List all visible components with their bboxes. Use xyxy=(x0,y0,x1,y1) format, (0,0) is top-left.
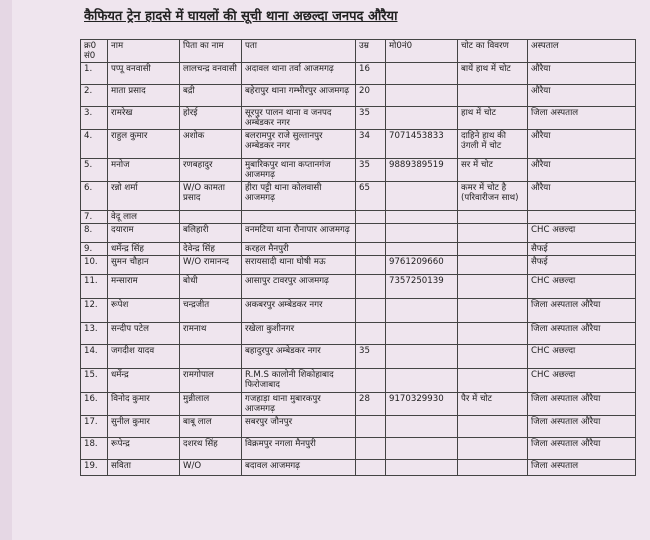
age-cell: 34 xyxy=(356,130,386,159)
injury-cell xyxy=(458,416,528,438)
name-cell: जगदीश यादव xyxy=(108,345,180,369)
age-cell xyxy=(356,224,386,243)
age-cell xyxy=(356,243,386,256)
mobile-cell xyxy=(386,85,458,107)
age-cell: 35 xyxy=(356,345,386,369)
hospital-cell: जिला अस्पताल औरैया xyxy=(528,299,636,323)
name-cell: धर्मेन्द्र सिंह xyxy=(108,243,180,256)
mobile-cell xyxy=(386,369,458,393)
age-cell: 35 xyxy=(356,107,386,130)
table-row xyxy=(81,438,636,460)
age-cell: 16 xyxy=(356,63,386,85)
address-cell: R.M.S कालोनी शिकोहाबाद फिरोजाबाद xyxy=(242,369,356,393)
age-cell xyxy=(356,275,386,299)
injury-cell xyxy=(458,243,528,256)
mobile-cell xyxy=(386,416,458,438)
address-cell: विक्रमपुर नगला मैनपुरी xyxy=(242,438,356,460)
injury-cell xyxy=(458,85,528,107)
address-cell: बदावल आजमगढ़ xyxy=(242,460,356,476)
table-row xyxy=(81,369,636,393)
serial-cell: 5. xyxy=(81,159,108,182)
age-cell: 20 xyxy=(356,85,386,107)
name-cell: सविता xyxy=(108,460,180,476)
header-father-name: पिता का नाम xyxy=(180,40,242,63)
serial-cell: 19. xyxy=(81,460,108,476)
name-cell: वेदू लाल xyxy=(108,211,180,224)
father-name-cell: बाबू लाल xyxy=(180,416,242,438)
injury-cell xyxy=(458,345,528,369)
header-name: नाम xyxy=(108,40,180,63)
table-row xyxy=(81,299,636,323)
hospital-cell: औरैया xyxy=(528,85,636,107)
name-cell: पप्पू वनवासी xyxy=(108,63,180,85)
injury-cell xyxy=(458,256,528,275)
injury-cell: हाथ में चोट xyxy=(458,107,528,130)
mobile-cell xyxy=(386,224,458,243)
address-cell: सूरपुर पालन थाना व जनपद अम्बेडकर नगर xyxy=(242,107,356,130)
hospital-cell: जिला अस्पताल औरैया xyxy=(528,393,636,416)
document-title: कैफियत ट्रेन हादसे में घायलों की सूची थाना अछल्दा जनपद औरैया xyxy=(84,9,398,24)
age-cell xyxy=(356,438,386,460)
injury-cell xyxy=(458,438,528,460)
injury-cell xyxy=(458,323,528,345)
mobile-cell: 7357250139 xyxy=(386,275,458,299)
serial-cell: 10. xyxy=(81,256,108,275)
serial-cell: 1. xyxy=(81,63,108,85)
table-row xyxy=(81,256,636,275)
name-cell: रूपेश xyxy=(108,299,180,323)
age-cell xyxy=(356,369,386,393)
header-mobile: मो0नं0 xyxy=(386,40,458,63)
table-row xyxy=(81,224,636,243)
hospital-cell: जिला अस्पताल औरैया xyxy=(528,416,636,438)
age-cell: 28 xyxy=(356,393,386,416)
serial-cell: 13. xyxy=(81,323,108,345)
header-address: पता xyxy=(242,40,356,63)
table-row xyxy=(81,130,636,159)
injury-cell xyxy=(458,299,528,323)
age-cell xyxy=(356,211,386,224)
table-row xyxy=(81,159,636,182)
address-cell: बहादुरपुर अम्बेडकर नगर xyxy=(242,345,356,369)
header-serial: क्र0 सं0 xyxy=(81,40,108,63)
serial-cell: 14. xyxy=(81,345,108,369)
hospital-cell: जिला अस्पताल औरैया xyxy=(528,438,636,460)
table-row xyxy=(81,182,636,211)
header-age: उम्र xyxy=(356,40,386,63)
table-row xyxy=(81,275,636,299)
father-name-cell: होरई xyxy=(180,107,242,130)
name-cell: माता प्रसाद xyxy=(108,85,180,107)
header-hospital: अस्पताल xyxy=(528,40,636,63)
serial-cell: 18. xyxy=(81,438,108,460)
injury-cell: सर में चोट xyxy=(458,159,528,182)
mobile-cell xyxy=(386,63,458,85)
mobile-cell xyxy=(386,299,458,323)
table-row xyxy=(81,393,636,416)
address-cell: करहल मैनपुरी xyxy=(242,243,356,256)
injury-cell: बायें हाथ में चोट xyxy=(458,63,528,85)
mobile-cell: 9889389519 xyxy=(386,159,458,182)
name-cell: मनोज xyxy=(108,159,180,182)
injury-cell: कमर में चोट है (परिवारीजन साथ) xyxy=(458,182,528,211)
header-injury: चोट का विवरण xyxy=(458,40,528,63)
serial-cell: 8. xyxy=(81,224,108,243)
mobile-cell xyxy=(386,182,458,211)
serial-cell: 3. xyxy=(81,107,108,130)
age-cell: 35 xyxy=(356,159,386,182)
serial-cell: 12. xyxy=(81,299,108,323)
age-cell xyxy=(356,416,386,438)
name-cell: मन्साराम xyxy=(108,275,180,299)
table-row xyxy=(81,460,636,476)
serial-cell: 2. xyxy=(81,85,108,107)
mobile-cell xyxy=(386,345,458,369)
age-cell xyxy=(356,299,386,323)
hospital-cell: औरैया xyxy=(528,130,636,159)
father-name-cell: रामगोपाल xyxy=(180,369,242,393)
name-cell: रूपेन्द्र xyxy=(108,438,180,460)
father-name-cell: W/O xyxy=(180,460,242,476)
address-cell: रखेला कुशीनगर xyxy=(242,323,356,345)
injury-cell xyxy=(458,460,528,476)
hospital-cell: औरैया xyxy=(528,159,636,182)
serial-cell: 16. xyxy=(81,393,108,416)
hospital-cell: औरैया xyxy=(528,63,636,85)
address-cell: गजहाड़ा थाना मुबारकपुर आजमगढ़ xyxy=(242,393,356,416)
hospital-cell: CHC अछल्दा xyxy=(528,345,636,369)
injury-cell: पैर में चोट xyxy=(458,393,528,416)
table-row xyxy=(81,345,636,369)
injury-cell xyxy=(458,224,528,243)
name-cell: सन्दीप पटेल xyxy=(108,323,180,345)
serial-cell: 17. xyxy=(81,416,108,438)
injury-cell: दाहिने हाथ की उंगली में चोट xyxy=(458,130,528,159)
injured-list-table xyxy=(80,39,636,476)
serial-cell: 7. xyxy=(81,211,108,224)
table-row xyxy=(81,63,636,85)
address-cell: हीरा पट्टी थाना कोलवासी आजमगढ़ xyxy=(242,182,356,211)
mobile-cell xyxy=(386,438,458,460)
address-cell: अदावल थाना तर्वा आजमगढ़ xyxy=(242,63,356,85)
age-cell: 65 xyxy=(356,182,386,211)
address-cell: मुबारिकपुर थाना कप्तानगंज आजमगढ़ xyxy=(242,159,356,182)
father-name-cell: रामनाथ xyxy=(180,323,242,345)
hospital-cell: जिला अस्पताल xyxy=(528,107,636,130)
father-name-cell: बद्री xyxy=(180,85,242,107)
hospital-cell: सैफई xyxy=(528,256,636,275)
serial-cell: 9. xyxy=(81,243,108,256)
name-cell: विनोद कुमार xyxy=(108,393,180,416)
father-name-cell: रणबहादुर xyxy=(180,159,242,182)
father-name-cell: बलिहारी xyxy=(180,224,242,243)
father-name-cell: चन्द्रजीत xyxy=(180,299,242,323)
hospital-cell: जिला अस्पताल xyxy=(528,460,636,476)
mobile-cell xyxy=(386,243,458,256)
age-cell xyxy=(356,256,386,275)
hospital-cell: CHC अछल्दा xyxy=(528,224,636,243)
father-name-cell: W/O कामता प्रसाद xyxy=(180,182,242,211)
injury-cell xyxy=(458,369,528,393)
hospital-cell: जिला अस्पताल औरैया xyxy=(528,323,636,345)
address-cell: बलरामपुर राजे सुल्तानपुर अम्बेडकर नगर xyxy=(242,130,356,159)
serial-cell: 15. xyxy=(81,369,108,393)
hospital-cell: CHC अछल्दा xyxy=(528,275,636,299)
father-name-cell: बोधी xyxy=(180,275,242,299)
name-cell: रन्नो शर्मा xyxy=(108,182,180,211)
table-row xyxy=(81,85,636,107)
header-row xyxy=(81,40,636,63)
table-row xyxy=(81,243,636,256)
name-cell: राहुल कुमार xyxy=(108,130,180,159)
name-cell: दयाराम xyxy=(108,224,180,243)
mobile-cell xyxy=(386,323,458,345)
mobile-cell xyxy=(386,460,458,476)
age-cell xyxy=(356,460,386,476)
mobile-cell xyxy=(386,107,458,130)
father-name-cell: लालचन्द्र वनवासी xyxy=(180,63,242,85)
address-cell: वनमटिया थाना रौनापार आजमगढ़ xyxy=(242,224,356,243)
name-cell: धर्मेन्द्र xyxy=(108,369,180,393)
father-name-cell: दशरथ सिंह xyxy=(180,438,242,460)
table-row xyxy=(81,211,636,224)
father-name-cell xyxy=(180,211,242,224)
address-cell: सरायसादी थाना घोषी मऊ xyxy=(242,256,356,275)
father-name-cell: W/O रामानन्द xyxy=(180,256,242,275)
address-cell: बहेरापुर थाना गम्भीरपुर आजमगढ़ xyxy=(242,85,356,107)
address-cell: अकबरपुर अम्बेडकर नगर xyxy=(242,299,356,323)
age-cell xyxy=(356,323,386,345)
table-row xyxy=(81,416,636,438)
father-name-cell: अशोक xyxy=(180,130,242,159)
mobile-cell xyxy=(386,211,458,224)
table-row xyxy=(81,107,636,130)
injury-cell xyxy=(458,275,528,299)
address-cell xyxy=(242,211,356,224)
mobile-cell: 7071453833 xyxy=(386,130,458,159)
address-cell: आसापुर टावरपुर आजमगढ़ xyxy=(242,275,356,299)
name-cell: सुमन चौहान xyxy=(108,256,180,275)
father-name-cell: मुन्नीलाल xyxy=(180,393,242,416)
hospital-cell: CHC अछल्दा xyxy=(528,369,636,393)
page-edge xyxy=(0,0,12,540)
serial-cell: 4. xyxy=(81,130,108,159)
injury-cell xyxy=(458,211,528,224)
mobile-cell: 9170329930 xyxy=(386,393,458,416)
father-name-cell: देवेन्द्र सिंह xyxy=(180,243,242,256)
hospital-cell: सैफई xyxy=(528,243,636,256)
serial-cell: 6. xyxy=(81,182,108,211)
father-name-cell xyxy=(180,345,242,369)
hospital-cell: औरैया xyxy=(528,182,636,211)
hospital-cell xyxy=(528,211,636,224)
table-row xyxy=(81,323,636,345)
name-cell: सुनील कुमार xyxy=(108,416,180,438)
name-cell: रामरेख xyxy=(108,107,180,130)
serial-cell: 11. xyxy=(81,275,108,299)
address-cell: सबरपुर जौनपुर xyxy=(242,416,356,438)
mobile-cell: 9761209660 xyxy=(386,256,458,275)
